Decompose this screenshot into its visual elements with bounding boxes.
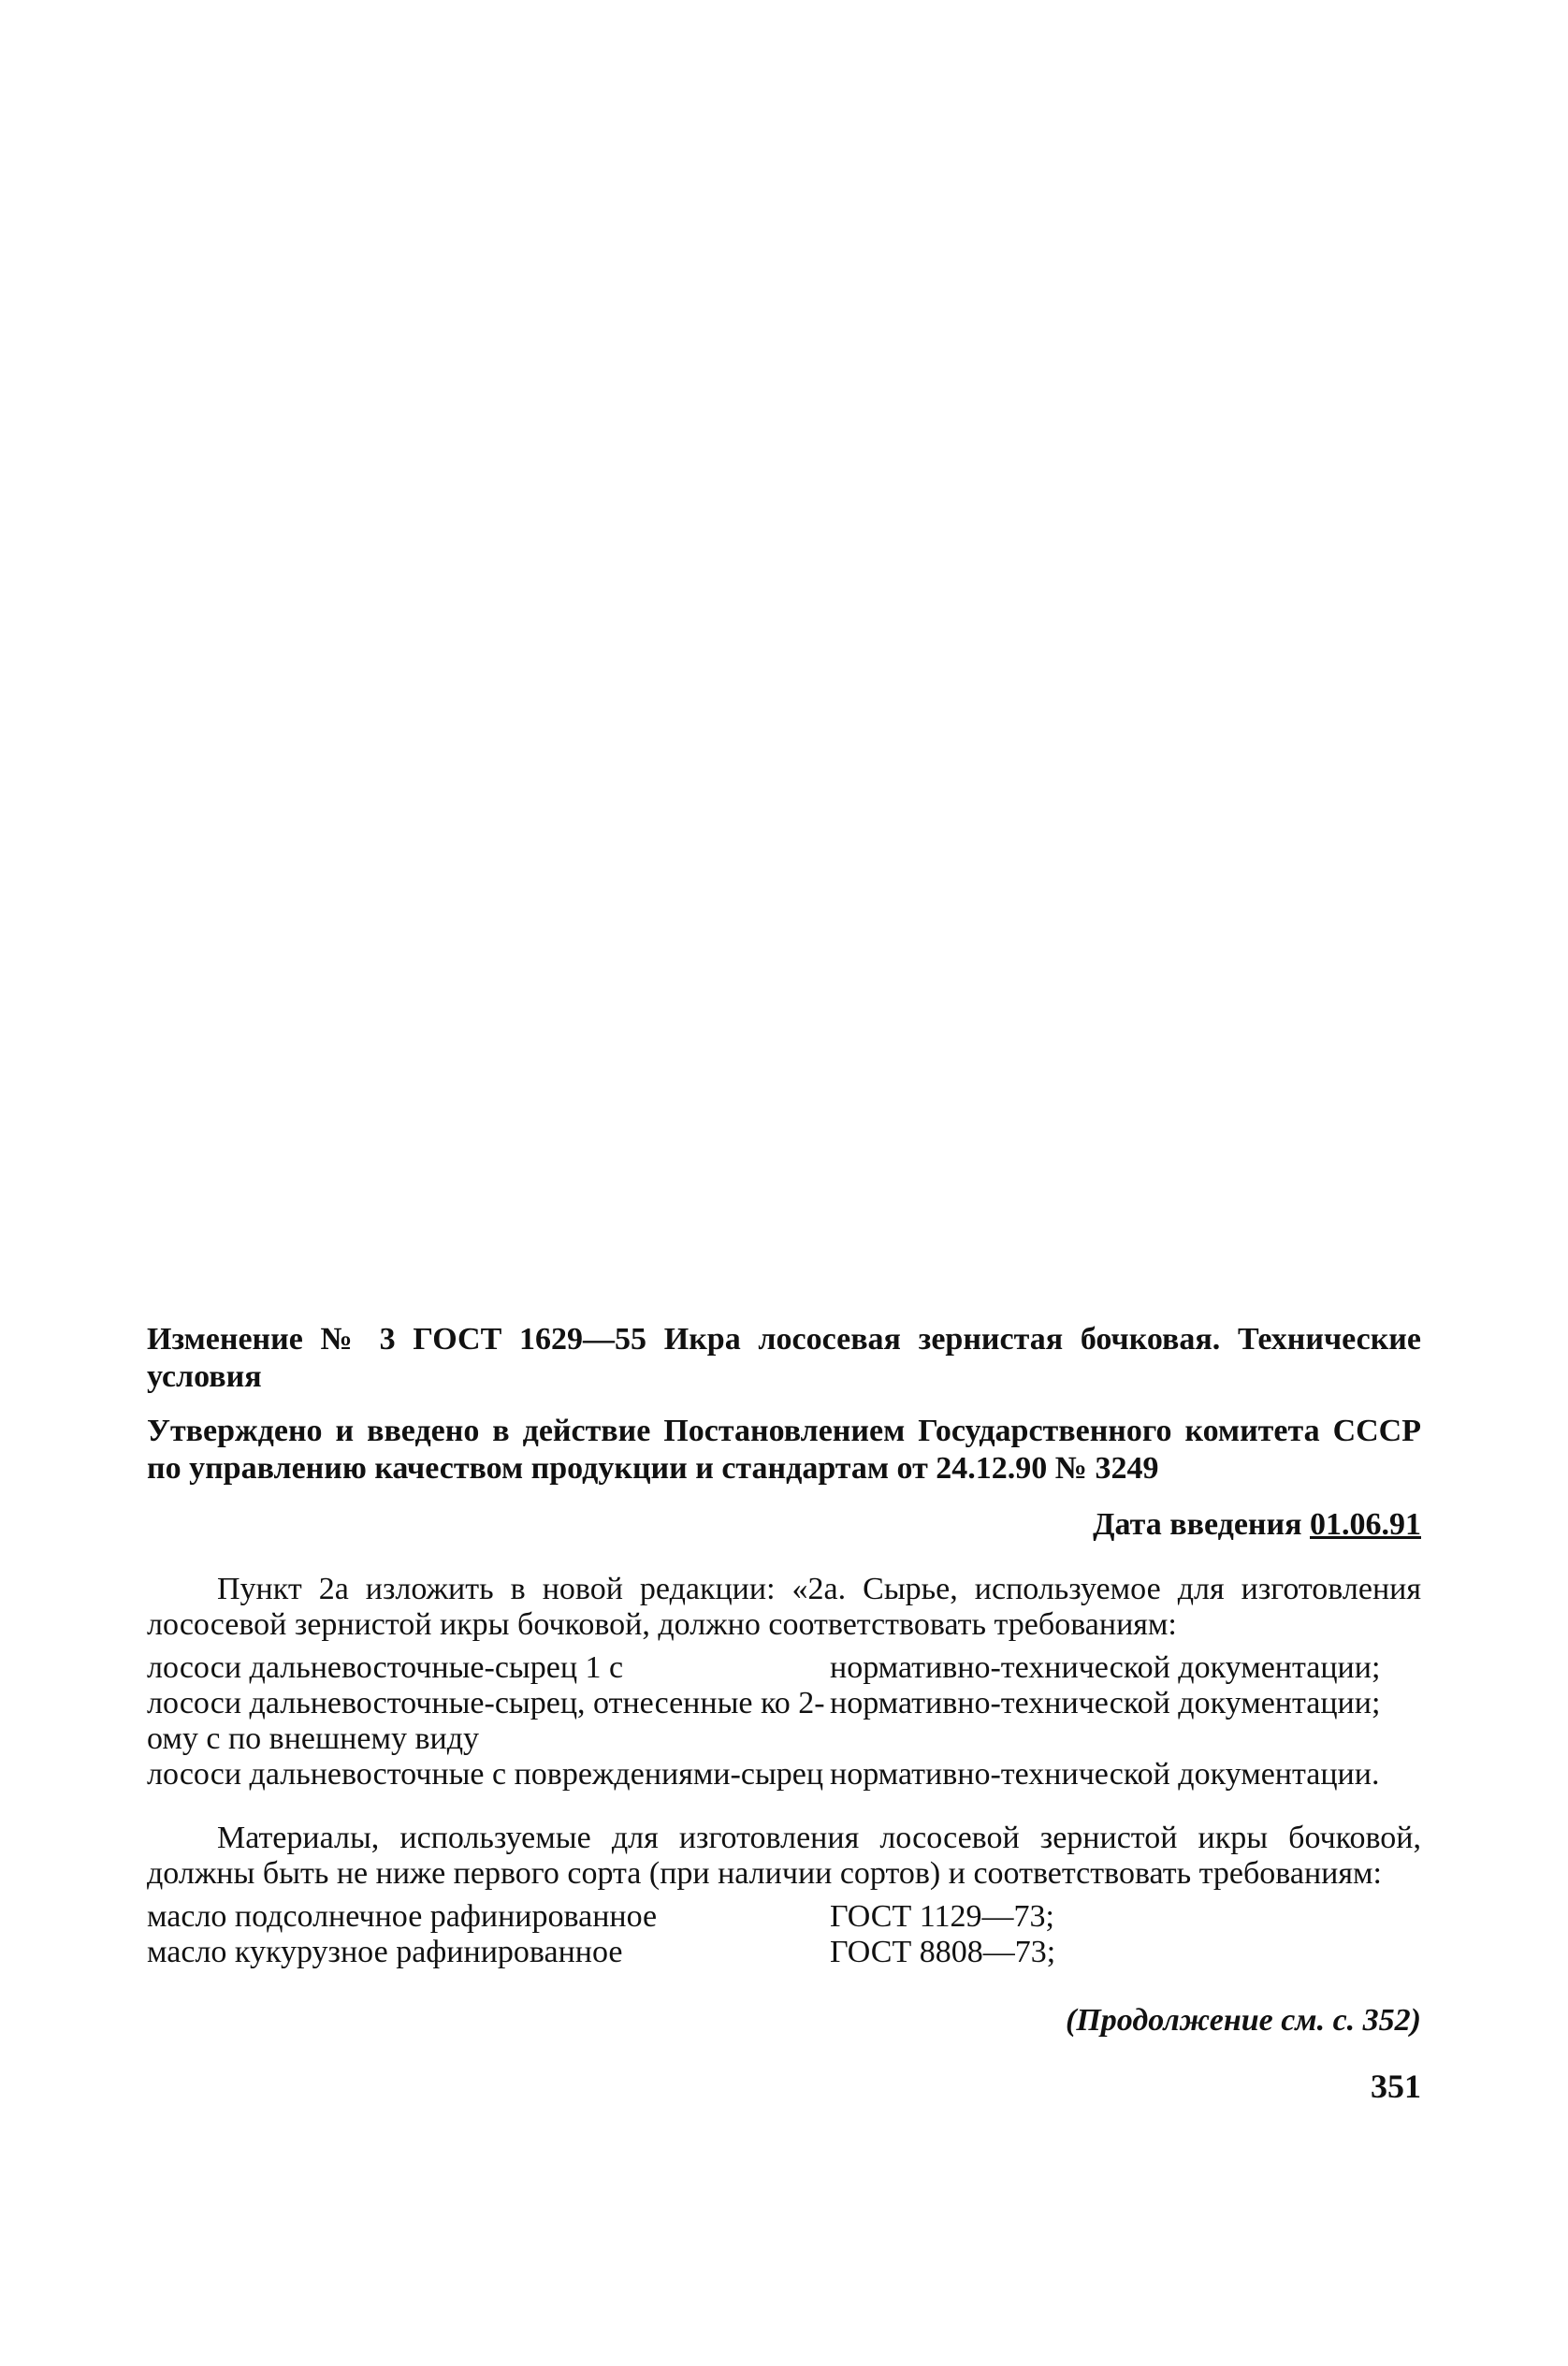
paragraph-materials: Материалы, используемые для изготовления лососевой зернистой икры бочковой, должны быть не ниже первого сорта (при наличии сортов) и соответствовать требованиям: [147, 1821, 1421, 1891]
material-item: масло кукурузное рафинированное [147, 1935, 623, 1969]
document-body [147, 1321, 1421, 2105]
requirement-item: лососи дальневосточные с повреждениями-сырец [147, 1757, 824, 1792]
requirement-row [147, 1686, 1421, 1757]
material-item: масло подсолнечное рафинированное [147, 1899, 658, 1934]
requirement-document: нормативно-технической документации. [830, 1757, 1380, 1792]
requirement-row [147, 1650, 1421, 1686]
requirement-row [147, 1757, 1421, 1793]
material-standard: ГОСТ 1129—73; [830, 1899, 1054, 1934]
material-row [147, 1935, 1421, 1970]
materials-requirements [147, 1899, 1421, 1970]
requirement-document: нормативно-технической документации; [830, 1650, 1381, 1685]
amendment-title: Изменение № 3 ГОСТ 1629—55 Икра лососевая зернистая бочковая. Технические условия [147, 1322, 1421, 1394]
approval-statement: Утверждено и введено в действие Постановлением Государственного комитета СССР по управлению качеством продукции и стандартам от 24.12.90 № 3249 [147, 1414, 1421, 1486]
continuation-note: (Продолжение см. с. 352) [1066, 2003, 1421, 2038]
requirement-document: нормативно-технической документации; [830, 1686, 1381, 1720]
paragraph-raw-materials: Пункт 2а изложить в новой редакции: «2а. Сырье, используемое для изготовления лососевой зернистой икры бочковой, должно соответствовать требованиям: [147, 1572, 1421, 1642]
raw-materials-requirements [147, 1650, 1421, 1793]
material-row [147, 1899, 1421, 1935]
requirement-item: лососи дальневосточные-сырец, отнесенные ко 2-ому с по внешнему виду [147, 1686, 825, 1756]
page-number: 351 [1371, 2068, 1421, 2105]
requirement-item: лососи дальневосточные-сырец 1 с [147, 1650, 624, 1685]
introduction-date [147, 1506, 1421, 1544]
material-standard: ГОСТ 8808—73; [830, 1935, 1056, 1969]
introduction-date-label: Дата введения [1093, 1507, 1302, 1542]
introduction-date-value: 01.06.91 [1310, 1507, 1421, 1542]
